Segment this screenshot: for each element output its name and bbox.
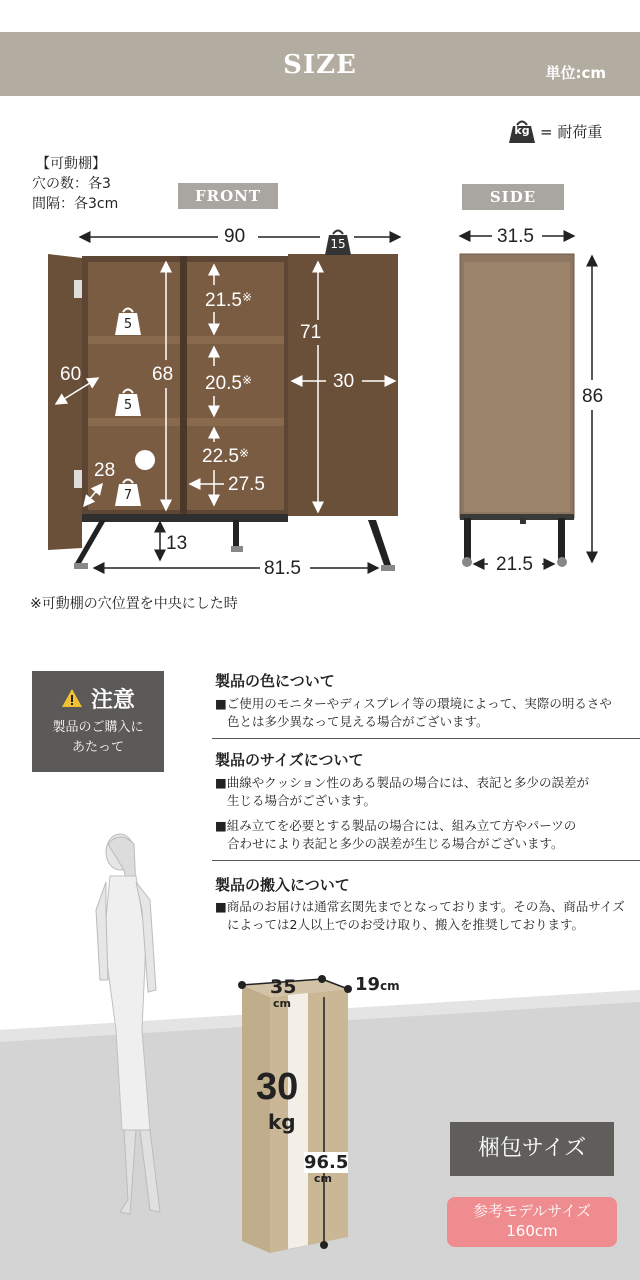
caution-heading: 注意 [32, 683, 164, 714]
inner-height-label: 68 [152, 364, 174, 385]
caution-sub2: あたって [71, 740, 124, 755]
section-size-title: 製品のサイズについて [215, 751, 364, 769]
divider [212, 860, 640, 861]
load-legend-text: = 耐荷重 [540, 123, 603, 141]
side-height-label: 86 [582, 386, 604, 407]
section-delivery-line2: によっては2人以上でのお受け取り、搬入を推奨しております。 [227, 917, 584, 932]
shelf-gap3-label: 22.5※ [202, 446, 250, 467]
side-depth-label: 31.5 [497, 226, 534, 247]
section-size-line2: 生じる場合がございます。 [227, 793, 377, 808]
model-size-value: 160cm [506, 1222, 558, 1240]
door-small-label: 28 [94, 460, 116, 481]
divider [212, 738, 640, 739]
package-weight-value: 30 [256, 1066, 299, 1108]
middle-shelf-load-value: 5 [123, 398, 133, 413]
section-delivery-title: 製品の搬入について [215, 876, 350, 894]
footnote: ※可動棚の穴位置を中央にした時 [30, 596, 238, 612]
shelf-gap1-mark: ※ [241, 290, 253, 304]
package-depth-value: 19cm [355, 974, 400, 995]
inner-width-label: 27.5 [228, 474, 265, 495]
section-delivery-line1: ■商品のお届けは通常玄関先までとなっております。その為、商品サイズ [215, 899, 625, 914]
upper-shelf-load-value: 5 [123, 317, 133, 332]
package-box-drawing [230, 975, 370, 1265]
shelf-gap3-mark: ※ [238, 446, 250, 460]
shelf-gap2-label: 20.5※ [205, 373, 253, 394]
leg-height-label: 13 [166, 533, 188, 554]
base-width-label: 81.5 [264, 558, 301, 579]
package-width-unit: cm [273, 997, 291, 1010]
section-color-line1: ■ご使用のモニターやディスプレイ等の環境によって、実際の明るさや [215, 696, 612, 711]
front-tag: FRONT [178, 183, 278, 209]
shelf-note-title: 【可動棚】 [36, 156, 106, 172]
top-load-value: 15 [330, 237, 346, 251]
package-size-label: 梱包サイズ [450, 1122, 614, 1176]
width-label: 90 [224, 226, 246, 247]
lower-shelf-load-value: 7 [123, 488, 133, 503]
section-size-line3: ■組み立てを必要とする製品の場合には、組み立て方やパーツの [215, 818, 577, 833]
page-title: SIZE [283, 50, 357, 80]
depth-label: 30 [333, 371, 355, 392]
shelf-note-interval: 間隔：各3cm [32, 196, 119, 212]
package-width-value: 35 [270, 976, 297, 998]
warning-icon [61, 688, 83, 714]
shelf-note-holes: 穴の数：各3 [32, 176, 111, 192]
model-size-label: 参考モデルサイズ [472, 1202, 592, 1220]
section-color-line2: 色とは多少異なって見える場合がございます。 [227, 714, 489, 729]
model-figure [80, 830, 200, 1230]
door-open-label: 60 [60, 364, 82, 385]
side-tag: SIDE [462, 184, 564, 210]
section-size-line1: ■曲線やクッション性のある製品の場合には、表記と多少の誤差が [215, 775, 590, 790]
package-height-value: 96.5 [304, 1152, 349, 1173]
package-height-unit: cm [314, 1172, 332, 1185]
unit-label: 単位:cm [545, 64, 606, 82]
caution-sub1: 製品のご購入に [52, 720, 144, 735]
package-weight-unit: kg [268, 1110, 296, 1134]
section-color-title: 製品の色について [215, 672, 335, 690]
side-base-depth-label: 21.5 [496, 554, 533, 575]
section-size-line4: 合わせにより表記と多少の誤差が生じる場合がございます。 [227, 836, 564, 851]
shelf-gap1-label: 21.5※ [205, 290, 253, 311]
kg-icon-text: kg [514, 124, 530, 137]
caution-box [32, 671, 164, 772]
height-right-label: 71 [300, 322, 322, 343]
model-size-badge [447, 1197, 617, 1247]
shelf-gap2-mark: ※ [241, 373, 253, 387]
